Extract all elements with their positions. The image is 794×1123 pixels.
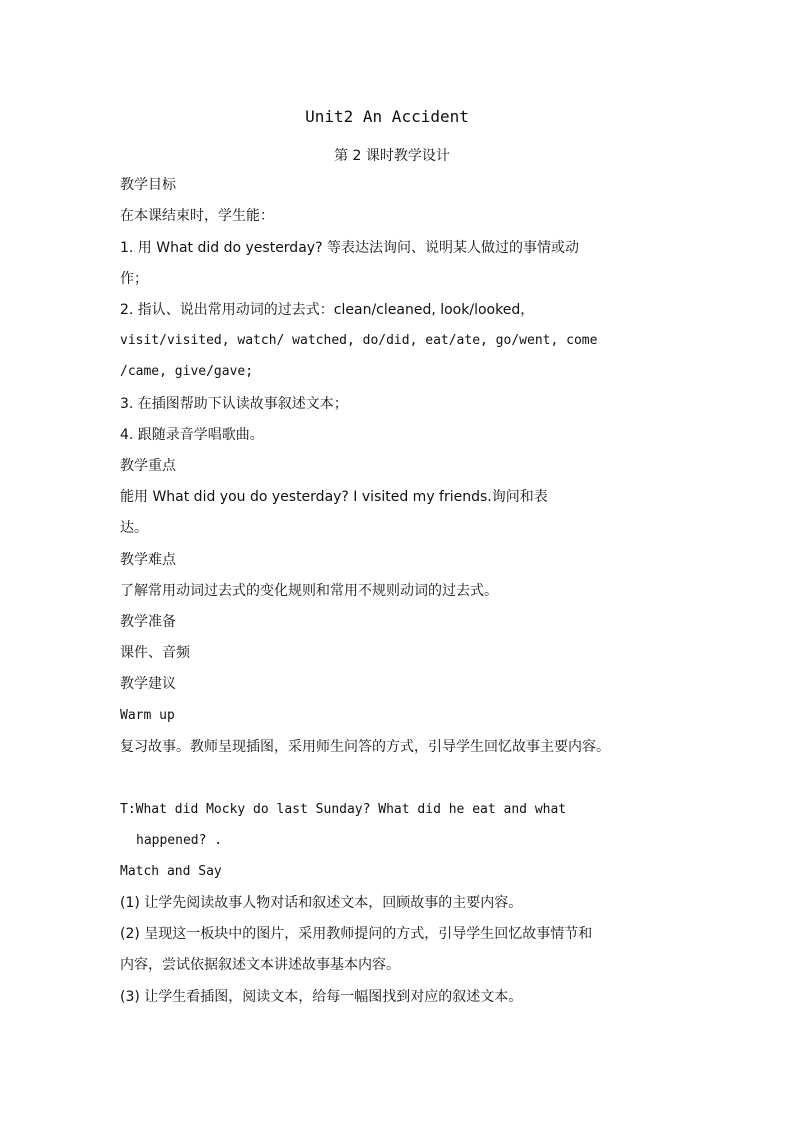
key-points-line-1: 能用 What did you do yesterday? I visited my friends.询问和表: [120, 489, 548, 505]
objectives-intro: 在本课结束时，学生能：: [120, 208, 274, 224]
document-title: Unit2 An Accident: [305, 107, 469, 126]
objective-1-line-2: 作；: [120, 271, 148, 287]
objective-2-line-1: 2. 指认、说出常用动词的过去式：clean/cleaned, look/looked，: [120, 302, 535, 318]
step-2-line-2: 内容，尝试依据叙述文本讲述故事基本内容。: [120, 957, 400, 973]
match-and-say-heading: Match and Say: [120, 864, 222, 879]
objective-4: 4. 跟随录音学唱歌曲。: [120, 427, 264, 443]
key-points-line-2: 达。: [120, 520, 148, 536]
teacher-question-line-1: T:What did Mocky do last Sunday? What did he eat and what: [120, 802, 567, 817]
teacher-question-line-2: happened? .: [136, 833, 223, 848]
difficulty-text: 了解常用动词过去式的变化规则和常用不规则动词的过去式。: [120, 583, 498, 599]
step-2-line-1: (2) 呈现这一板块中的图片，采用教师提问的方式，引导学生回忆故事情节和: [120, 926, 593, 942]
preparation-heading: 教学准备: [120, 614, 176, 630]
preparation-text: 课件、音频: [120, 645, 190, 661]
step-3: (3) 让学生看插图，阅读文本，给每一幅图找到对应的叙述文本。: [120, 989, 523, 1005]
difficulty-heading: 教学难点: [120, 552, 176, 568]
document-subtitle: 第 2 课时教学设计: [334, 148, 450, 164]
warmup-text: 复习故事。教师呈现插图，采用师生问答的方式，引导学生回忆故事主要内容。: [120, 739, 610, 755]
key-points-heading: 教学重点: [120, 458, 176, 474]
objective-1-line-1: 1. 用 What did do yesterday? 等表达法询问、说明某人做过的事情或动: [120, 240, 579, 256]
warmup-heading: Warm up: [120, 708, 175, 723]
objective-2-line-3: /came, give/gave;: [120, 364, 254, 379]
objective-3: 3. 在插图帮助下认读故事叙述文本；: [120, 396, 348, 412]
objective-2-line-2: visit/visited, watch/ watched, do/did, eat/ate, go/went, come: [120, 333, 598, 348]
suggestions-heading: 教学建议: [120, 676, 176, 692]
objectives-heading: 教学目标: [120, 177, 176, 193]
step-1: (1) 让学先阅读故事人物对话和叙述文本，回顾故事的主要内容。: [120, 895, 523, 911]
